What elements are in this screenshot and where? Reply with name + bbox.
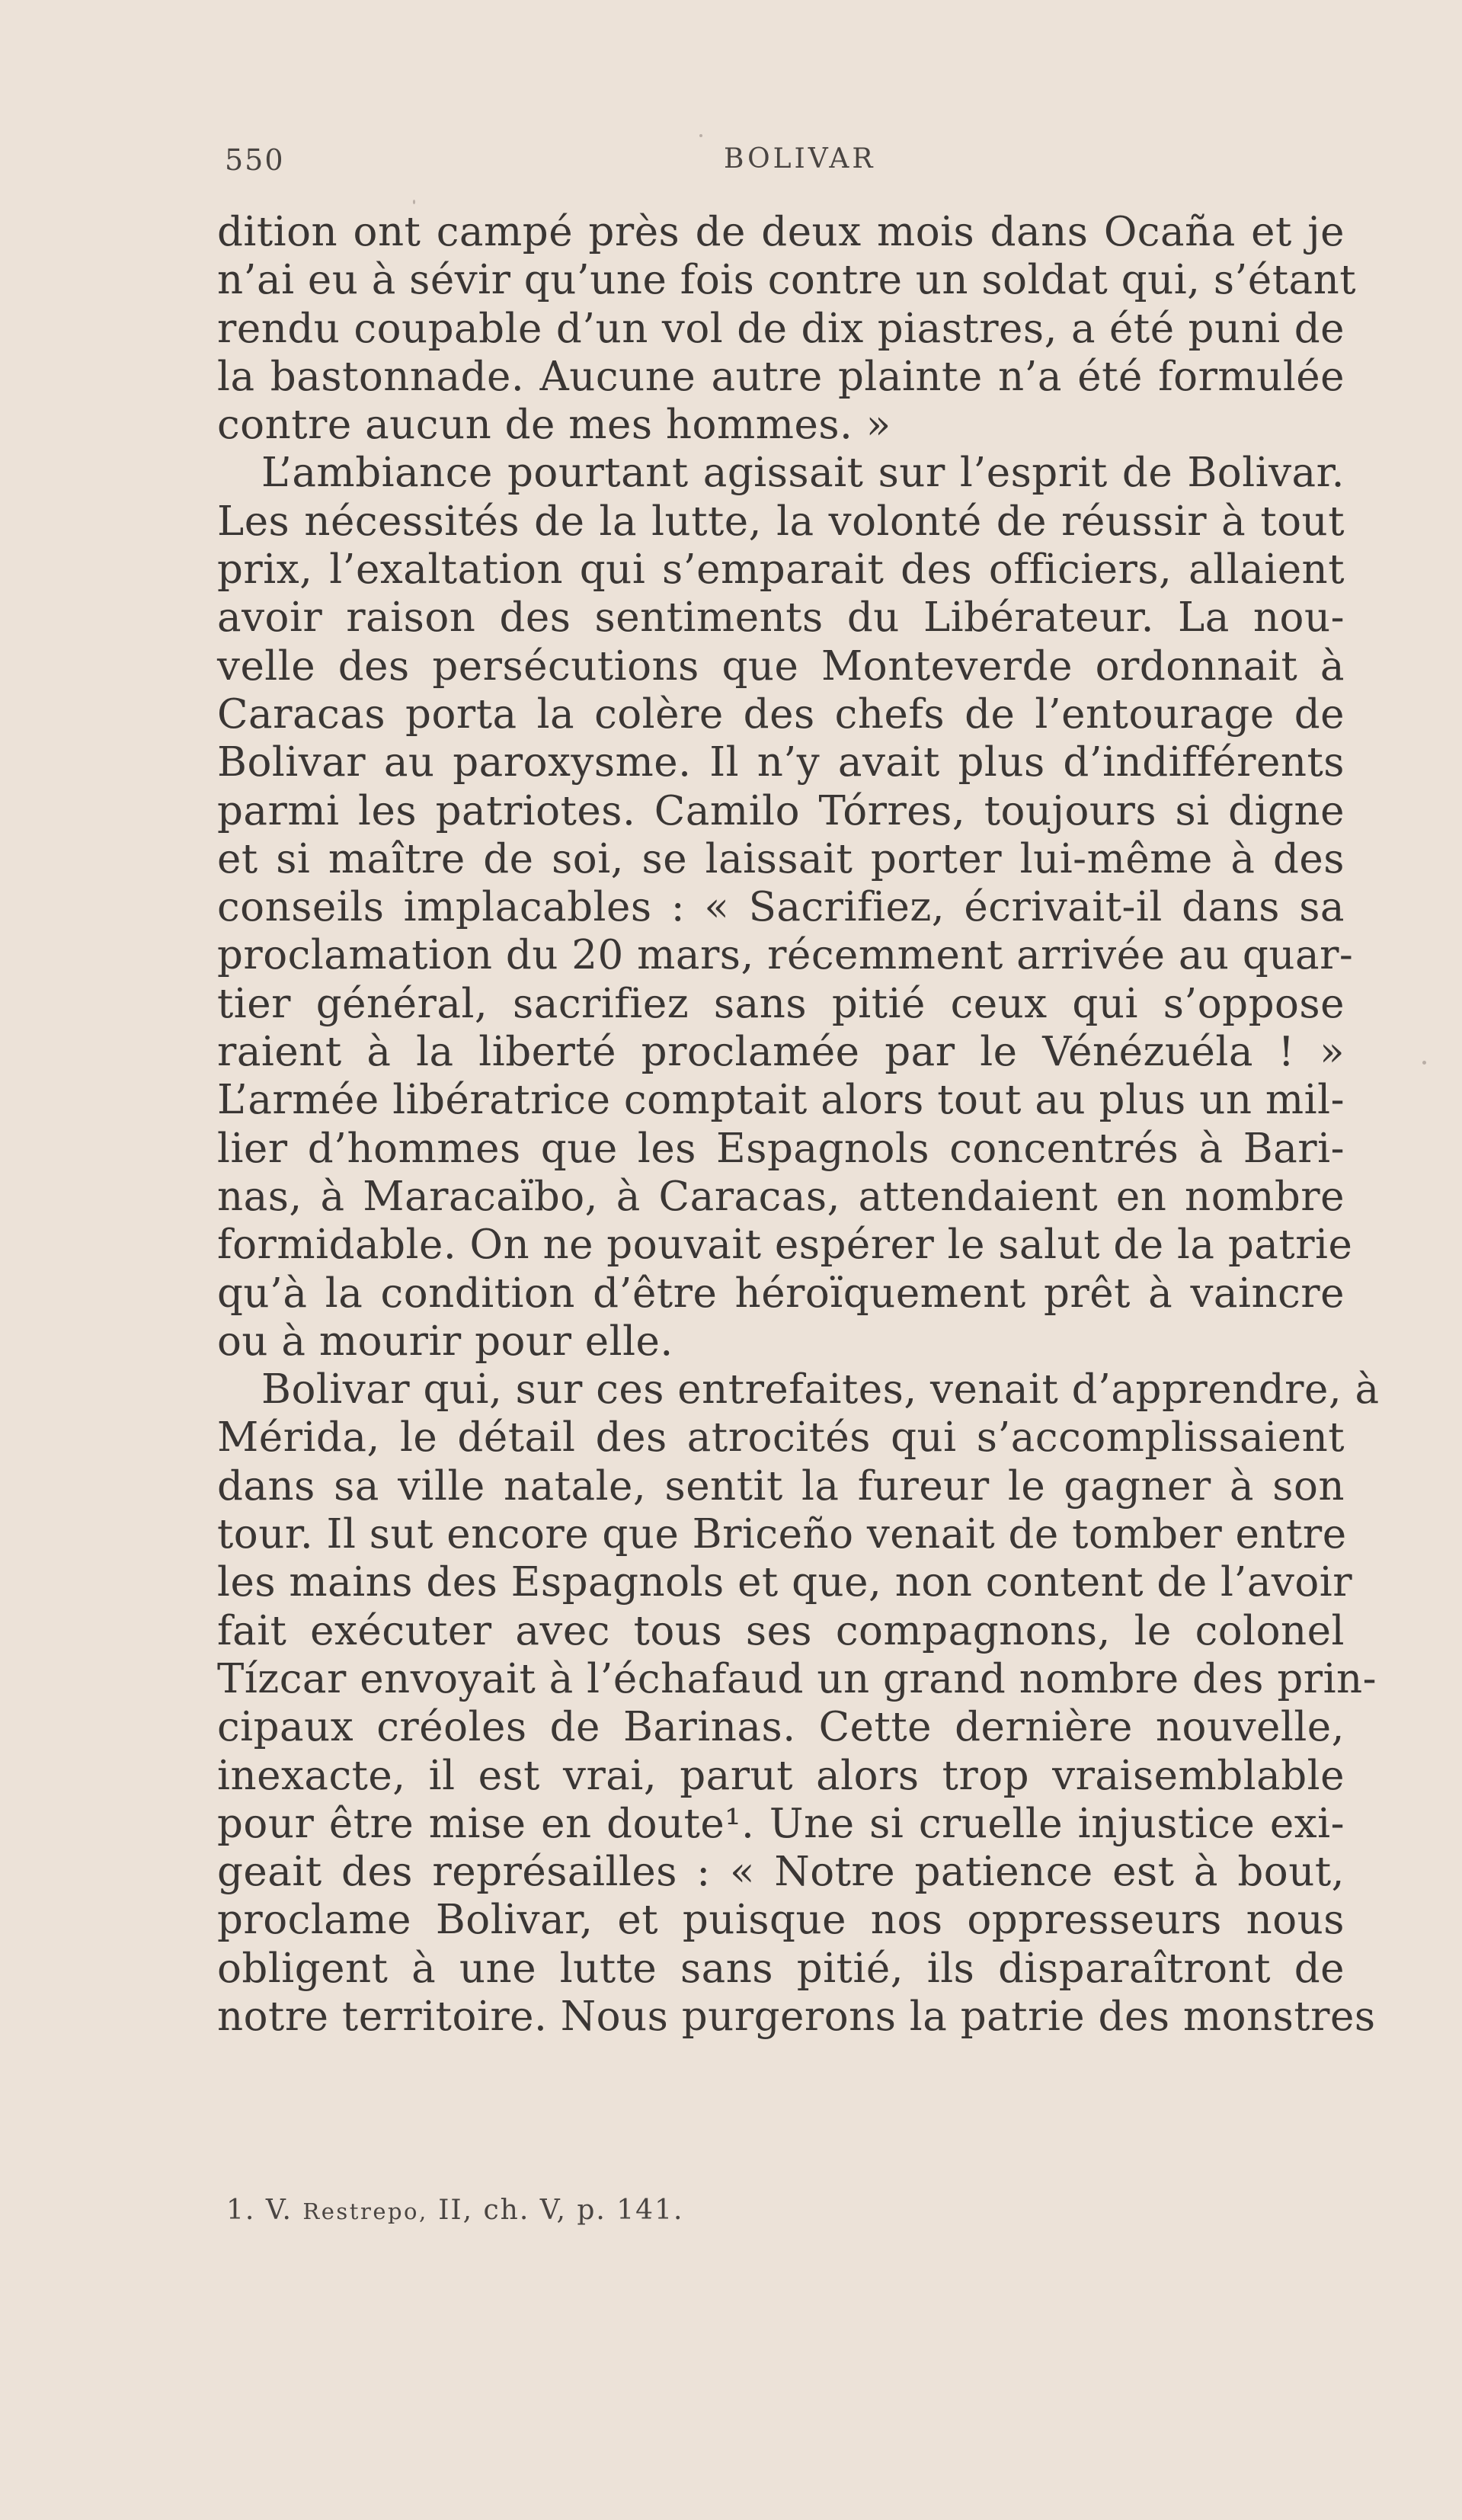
text-line: tier général, sacrifiez sans pitié ceux qui s’oppose <box>217 980 1345 1027</box>
footnote-citation: II, ch. V, p. 141. <box>438 2195 684 2226</box>
text-line: Mérida, le détail des atrocités qui s’accomplissaient <box>217 1414 1345 1462</box>
text-line: cipaux créoles de Barinas. Cette dernière nouvelle, <box>217 1704 1345 1751</box>
text-line: tour. Il sut encore que Briceño venait de tomber entre <box>217 1511 1347 1558</box>
footnote-number: 1. <box>226 2195 256 2226</box>
text-line: avoir raison des sentiments du Libérateur. La nou- <box>217 594 1345 642</box>
text-line: et si maître de soi, se laissait porter lui-même à des <box>217 835 1345 882</box>
text-line: les mains des Espagnols et que, non content de l’avoir <box>217 1559 1353 1606</box>
body-text <box>217 208 1380 2041</box>
page-number: 550 <box>225 143 285 177</box>
text-line: nas, à Maracaïbo, à Caracas, attendaient en nombre <box>217 1173 1345 1220</box>
paper-speck <box>699 134 702 137</box>
text-line: dans sa ville natale, sentit la fureur le gagner à son <box>217 1462 1345 1510</box>
footnote-ref: V. <box>265 2195 293 2226</box>
footnote-author: Restrepo, <box>302 2198 428 2224</box>
text-line: contre aucun de mes hommes. » <box>217 402 891 449</box>
text-line: parmi les patriotes. Camilo Tórres, toujours si digne <box>217 787 1345 834</box>
text-line: velle des persécutions que Monteverde ordonnait à <box>217 642 1345 690</box>
text-line: Bolivar au paroxysme. Il n’y avait plus d’indifférents <box>217 739 1345 786</box>
text-line: L’armée libératrice comptait alors tout au plus un mil- <box>217 1077 1345 1124</box>
text-line: Bolivar qui, sur ces entrefaites, venait d’apprendre, à <box>261 1366 1380 1414</box>
text-line: prix, l’exaltation qui s’emparait des officiers, allaient <box>217 546 1345 594</box>
running-head <box>225 143 1345 189</box>
text-line: ou à mourir pour elle. <box>217 1318 673 1365</box>
text-line: lier d’hommes que les Espagnols concentrés à Bari- <box>217 1125 1345 1172</box>
text-line: rendu coupable d’un vol de dix piastres, a été puni de <box>217 305 1345 352</box>
text-line: Caracas porta la colère des chefs de l’entourage de <box>217 690 1345 738</box>
paper-speck <box>1422 1061 1426 1065</box>
text-line: Tízcar envoyait à l’échafaud un grand nombre des prin- <box>217 1655 1377 1702</box>
text-line: proclamation du 20 mars, récemment arrivée au quar- <box>217 932 1354 979</box>
text-line: L’ambiance pourtant agissait sur l’esprit de Bolivar. <box>261 450 1345 497</box>
text-line: fait exécuter avec tous ses compagnons, le colonel <box>217 1607 1345 1654</box>
text-line: formidable. On ne pouvait espérer le salut de la patrie <box>217 1222 1353 1269</box>
text-line: la bastonnade. Aucune autre plainte n’a été formulée <box>217 353 1345 400</box>
text-line: inexacte, il est vrai, parut alors trop vraisemblable <box>217 1752 1345 1799</box>
text-line: geait des représailles : « Notre patience est à bout, <box>217 1849 1345 1896</box>
text-line: Les nécessités de la lutte, la volonté de réussir à tout <box>217 498 1345 545</box>
running-title: BOLIVAR <box>724 143 876 175</box>
text-line: notre territoire. Nous purgerons la patrie des monstres <box>217 1993 1376 2040</box>
text-line: obligent à une lutte sans pitié, ils disparaîtront de <box>217 1945 1345 1992</box>
text-line: qu’à la condition d’être héroïquement prêt à vaincre <box>217 1270 1345 1317</box>
text-line: dition ont campé près de deux mois dans Ocaña et je <box>217 209 1345 255</box>
text-line: raient à la liberté proclamée par le Vénézuéla ! » <box>217 1029 1345 1076</box>
footnote <box>226 2195 683 2226</box>
text-line: pour être mise en doute¹. Une si cruelle injustice exi- <box>217 1800 1345 1847</box>
text-line: conseils implacables : « Sacrifiez, écrivait-il dans sa <box>217 884 1345 931</box>
paper-speck <box>413 200 415 204</box>
text-line: n’ai eu à sévir qu’une fois contre un soldat qui, s’étant <box>217 257 1357 304</box>
text-line: proclame Bolivar, et puisque nos oppresseurs nous <box>217 1897 1345 1944</box>
